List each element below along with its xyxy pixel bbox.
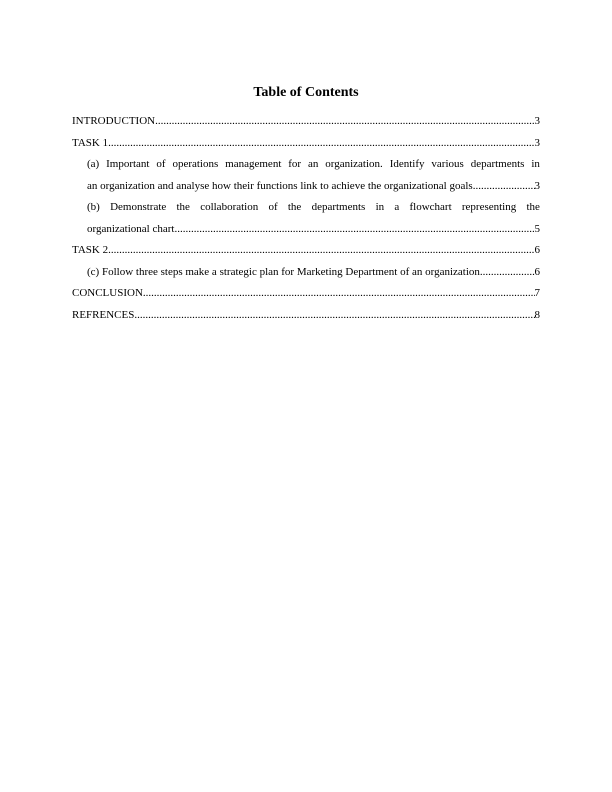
toc-entry-page: 8 — [534, 308, 540, 321]
toc-entry-label-line-1: (b) Demonstrate the collaboration of the departments in a flowchart representing the — [87, 201, 540, 213]
toc-entry-page: 3 — [534, 115, 540, 127]
toc-entry-page: 6 — [534, 244, 540, 256]
dot-leader — [174, 219, 534, 241]
dot-leader — [134, 305, 534, 327]
dot-leader — [155, 111, 534, 133]
toc-entry-task-1a[interactable] — [72, 154, 540, 197]
toc-entry-references[interactable] — [72, 305, 540, 327]
toc-entry-label-line-1: (a) Important of operations management for an organization. Identify various departments in — [87, 158, 540, 170]
dot-leader — [475, 176, 534, 198]
toc-entry-page: 7 — [534, 287, 540, 299]
toc-entry-page: 6 — [534, 265, 540, 278]
toc-entry-page: 3 — [534, 179, 540, 192]
toc-entry-conclusion[interactable] — [72, 283, 540, 305]
toc-entry-introduction[interactable] — [72, 111, 540, 133]
toc-entry-label: TASK 2 — [72, 244, 109, 256]
table-of-contents — [72, 111, 540, 326]
toc-entry-task-1b[interactable] — [72, 197, 540, 240]
toc-entry-label: CONCLUSION — [72, 287, 143, 299]
dot-leader — [108, 240, 534, 262]
toc-entry-task-2[interactable] — [72, 240, 540, 262]
toc-entry-label: REFRENCES — [72, 308, 135, 321]
toc-entry-page: 3 — [534, 136, 540, 149]
toc-entry-label-line-2: organizational chart — [87, 222, 175, 235]
toc-entry-task-2c[interactable] — [72, 262, 540, 284]
toc-entry-label: INTRODUCTION — [72, 115, 156, 127]
toc-title: Table of Contents — [253, 85, 359, 100]
toc-entry-page: 5 — [534, 222, 540, 235]
dot-leader — [143, 283, 535, 305]
toc-entry-task-1[interactable] — [72, 133, 540, 155]
toc-entry-label: TASK 1 — [72, 136, 109, 149]
dot-leader — [108, 133, 534, 155]
toc-entry-label: (c) Follow three steps make a strategic plan for Marketing Department of an organization — [87, 265, 480, 278]
dot-leader — [480, 262, 535, 284]
toc-entry-label-line-2: an organization and analyse how their functions link to achieve the organizational goals. — [87, 179, 476, 192]
